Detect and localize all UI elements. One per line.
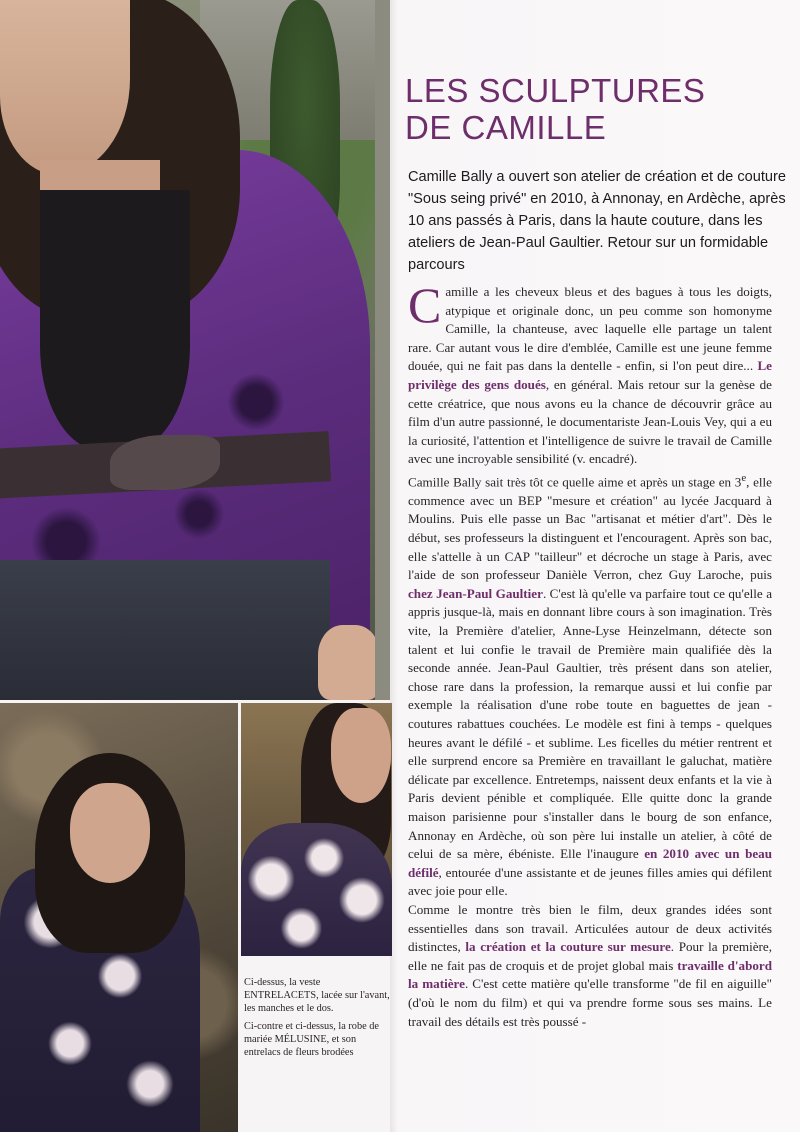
photo-purple-jacket	[0, 0, 390, 700]
p3-text-c: . C'est cette matière qu'elle transforme "de fil en aiguille" (d'où le nom du film) et qui va prendre forme sous ses mains. Le travail des détails est très poussé -	[408, 976, 773, 1029]
photo-wedding-dress-closeup	[241, 703, 392, 956]
highlight-privilege: Le privilège des gens doués	[408, 358, 772, 392]
p2-text-a: Camille Bally sait très tôt ce quelle aime et après un stage en	[408, 474, 735, 490]
photo-dress	[241, 823, 392, 956]
p2-text-b: , elle commence avec un BEP "mesure et création" au lycée Jacquard à Moulins. Puis elle passe un Bac "artisanat et métier d'art". Dès le début, ses professeurs la distinguent et l'encouragent. Après son bac, elle s'attelle à un CAP "tailleur" et décroche un stage à Paris, avec l'aide de son professeur Danièle Verron, chez Guy Laroche, puis	[408, 474, 772, 583]
highlight-defile-2010: en 2010 avec un beau défilé	[408, 846, 772, 880]
photo-face	[331, 708, 391, 803]
p2-ordinal-sup: e	[741, 471, 747, 484]
p1-text-a: amille a les cheveux bleus et des bagues à tous les doigts, atypique et originale donc, un peu comme son homonyme Camille, la chanteuse, avec laquelle elle partage un talent rare. Car autant vous le dire d'emblée, Camille est une jeune femme douée, qui ne fait pas dans la dentelle - enfin, si l'on peut dire...	[408, 284, 772, 374]
article-title	[405, 72, 795, 146]
p2-text-d: , entourée d'une assistante et de jeunes filles amies qui défilent avec joie pour elle.	[408, 864, 772, 899]
article-lead: Camille Bally a ouvert son atelier de création et de couture "Sous seing privé" en 2010, à Annonay, en Ardèche, après 10 ans passés à Paris, dans la haute couture, dans les ateliers de Jean-Paul Gaultier. Retour sur un formidable parcours	[408, 169, 787, 273]
photo-shirt	[40, 190, 190, 450]
title-line-1: LES SCULPTURES	[405, 72, 706, 109]
photo-face	[70, 783, 150, 883]
photo-stone-edge	[375, 0, 390, 700]
photo-jeans	[0, 560, 330, 700]
paragraph-3	[408, 901, 772, 1031]
paragraph-1	[408, 277, 772, 469]
drop-cap: C	[408, 277, 442, 333]
p3-text-a: Comme le montre très bien le film, deux grandes idées sont essentielles dans son travail. Articulées autour de deux activités distinctes,	[408, 901, 772, 955]
photo-hand	[318, 625, 380, 700]
highlight-matiere: travaille d'abord la matière	[408, 957, 772, 992]
photo-buckle	[110, 435, 220, 490]
article-body	[408, 277, 773, 1031]
title-line-2: DE CAMILLE	[405, 109, 607, 146]
highlight-creation-couture: la création et la couture sur mesure	[465, 939, 671, 955]
highlight-gaultier: chez Jean-Paul Gaultier	[408, 585, 543, 601]
caption-line-1: Ci-dessus, la veste ENTRELACETS, lacée sur l'avant, les manches et le dos.	[244, 977, 390, 1014]
p3-text-b: . Pour la première, elle ne fait pas de croquis et de projet global mais	[408, 939, 772, 973]
p2-ordinal-number: 3	[734, 474, 742, 490]
caption-line-2: Ci-contre et ci-dessus, la robe de mariée MÉLUSINE, et son entrelacs de fleurs brodées	[244, 1021, 379, 1058]
photo-caption	[244, 976, 390, 1064]
p2-text-c: . C'est là qu'elle va parfaire tout ce qu'elle a appris jusque-là, mais en donnant libre cours à son imagination. Très vite, la Première d'atelier, Anne-Lyse Heinzelmann, détecte son talent et lui confie le travail de Première main qualifiée dès la seconde année. Jean-Paul Gaultier, très présent dans son atelier, chose rare dans la profession, la remarque aussi et lui confie par exemple la réalisation d'une robe toute en baguettes de jean - coutures rabattues couchées. Le modèle est fini à temps - quelques heures avant le défilé - et sublime. Les ficelles du métier rentrent et elle surprend encore sa Première en travaillant le galuchat, matière délicate par excellence. Entretemps, naissent deux enfants et la vie à Paris devient pénible et compliquée. Elle quitte donc la grande maison parisienne pour s'installer dans le bourg de son enfance, Annonay en Ardèche, où son père lui installe un atelier, à côté de celui de sa mère, ébéniste. Elle l'inaugure	[408, 585, 773, 862]
photo-wedding-dress-left	[0, 703, 238, 1132]
p1-text-b: , en général. Mais retour sur la genèse de cette créatrice, que nous avons eu la chance de découvrir grâce au film d'un autre passionné, le documentariste Jean-Louis Vey, qui a eu la curiosité, l'attention et l'intelligence de suivre le travail de Camille avec une incroyable sensibilité (v. encadré).	[408, 376, 772, 467]
paragraph-2	[408, 469, 772, 901]
